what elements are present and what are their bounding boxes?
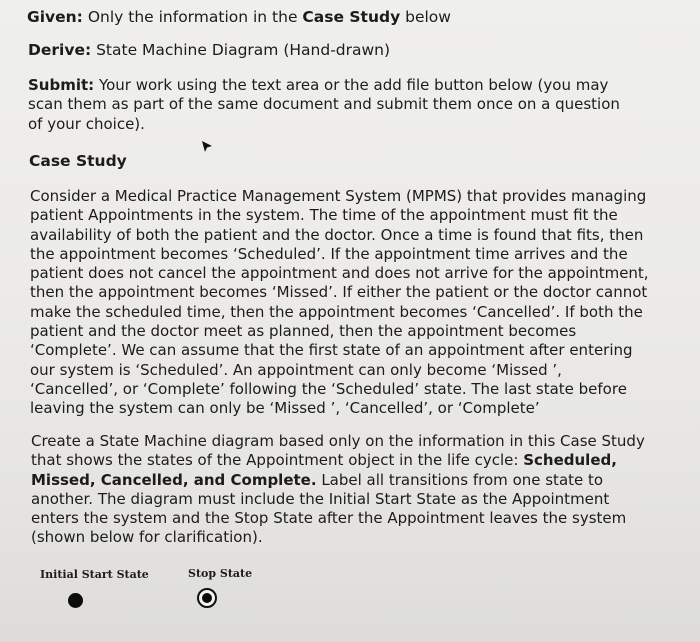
- derive-text: State Machine Diagram (Hand-drawn): [91, 41, 391, 59]
- derive-label: Derive:: [28, 41, 92, 59]
- case-study-heading: Case Study: [29, 152, 127, 170]
- stop-state-label: Stop State: [188, 567, 253, 580]
- derive-line: [28, 41, 390, 60]
- given-bold: Case Study: [302, 8, 401, 26]
- given-text-before: Only the information in the: [82, 8, 303, 26]
- given-line: [27, 8, 451, 27]
- stop-state-inner-dot: [202, 593, 212, 603]
- initial-state-icon: [68, 593, 83, 608]
- initial-state-label: Initial Start State: [40, 568, 149, 581]
- submit-paragraph: [28, 76, 638, 134]
- given-text-after: below: [400, 8, 451, 26]
- task-states: Scheduled, Missed, Cancelled, and Complete.: [31, 451, 617, 489]
- submit-label: Submit:: [28, 76, 95, 94]
- task-text-2: Label all transitions from one state to another. The diagram must include the Initial Start State as the Appointment enters the system and the Stop State after the Appointment leaves the system (shown below for clarification).: [31, 470, 627, 547]
- submit-text: Your work using the text area or the add file button below (you may scan them as part of the same document and submit them once on a question of your choice).: [28, 76, 620, 133]
- given-label: Given:: [27, 8, 83, 26]
- task-paragraph: [31, 432, 653, 548]
- task-text-1: Create a State Machine diagram based only on the information in this Case Study that shows the states of the Appointment object in the life cycle:: [31, 432, 645, 470]
- stop-state-icon: [197, 588, 217, 608]
- case-study-paragraph: Consider a Medical Practice Management System (MPMS) that provides managing patient Appointments in the system. The time of the appointment must fit the availability of both the patient and the doctor. Once a time is found that fits, then the appointment becomes ‘Scheduled’. If the appointment time arrives and the patient does not cancel the appointment and does not arrive for the appointment, then the appointment becomes ‘Missed’. If either the patient or the doctor cannot make the scheduled time, then the appointment becomes ‘Cancelled’. If both the patient and the doctor meet as planned, then the appointment becomes ‘Complete’. We can assume that the first state of an appointment after entering our system is ‘Scheduled’. An appointment can only become ‘Missed ’, ‘Cancelled’, or ‘Complete’ following the ‘Scheduled’ state. The last state before leaving the system can only be ‘Missed ’, ‘Cancelled’, or ‘Complete’: [30, 187, 649, 418]
- mouse-cursor-icon: [200, 140, 214, 154]
